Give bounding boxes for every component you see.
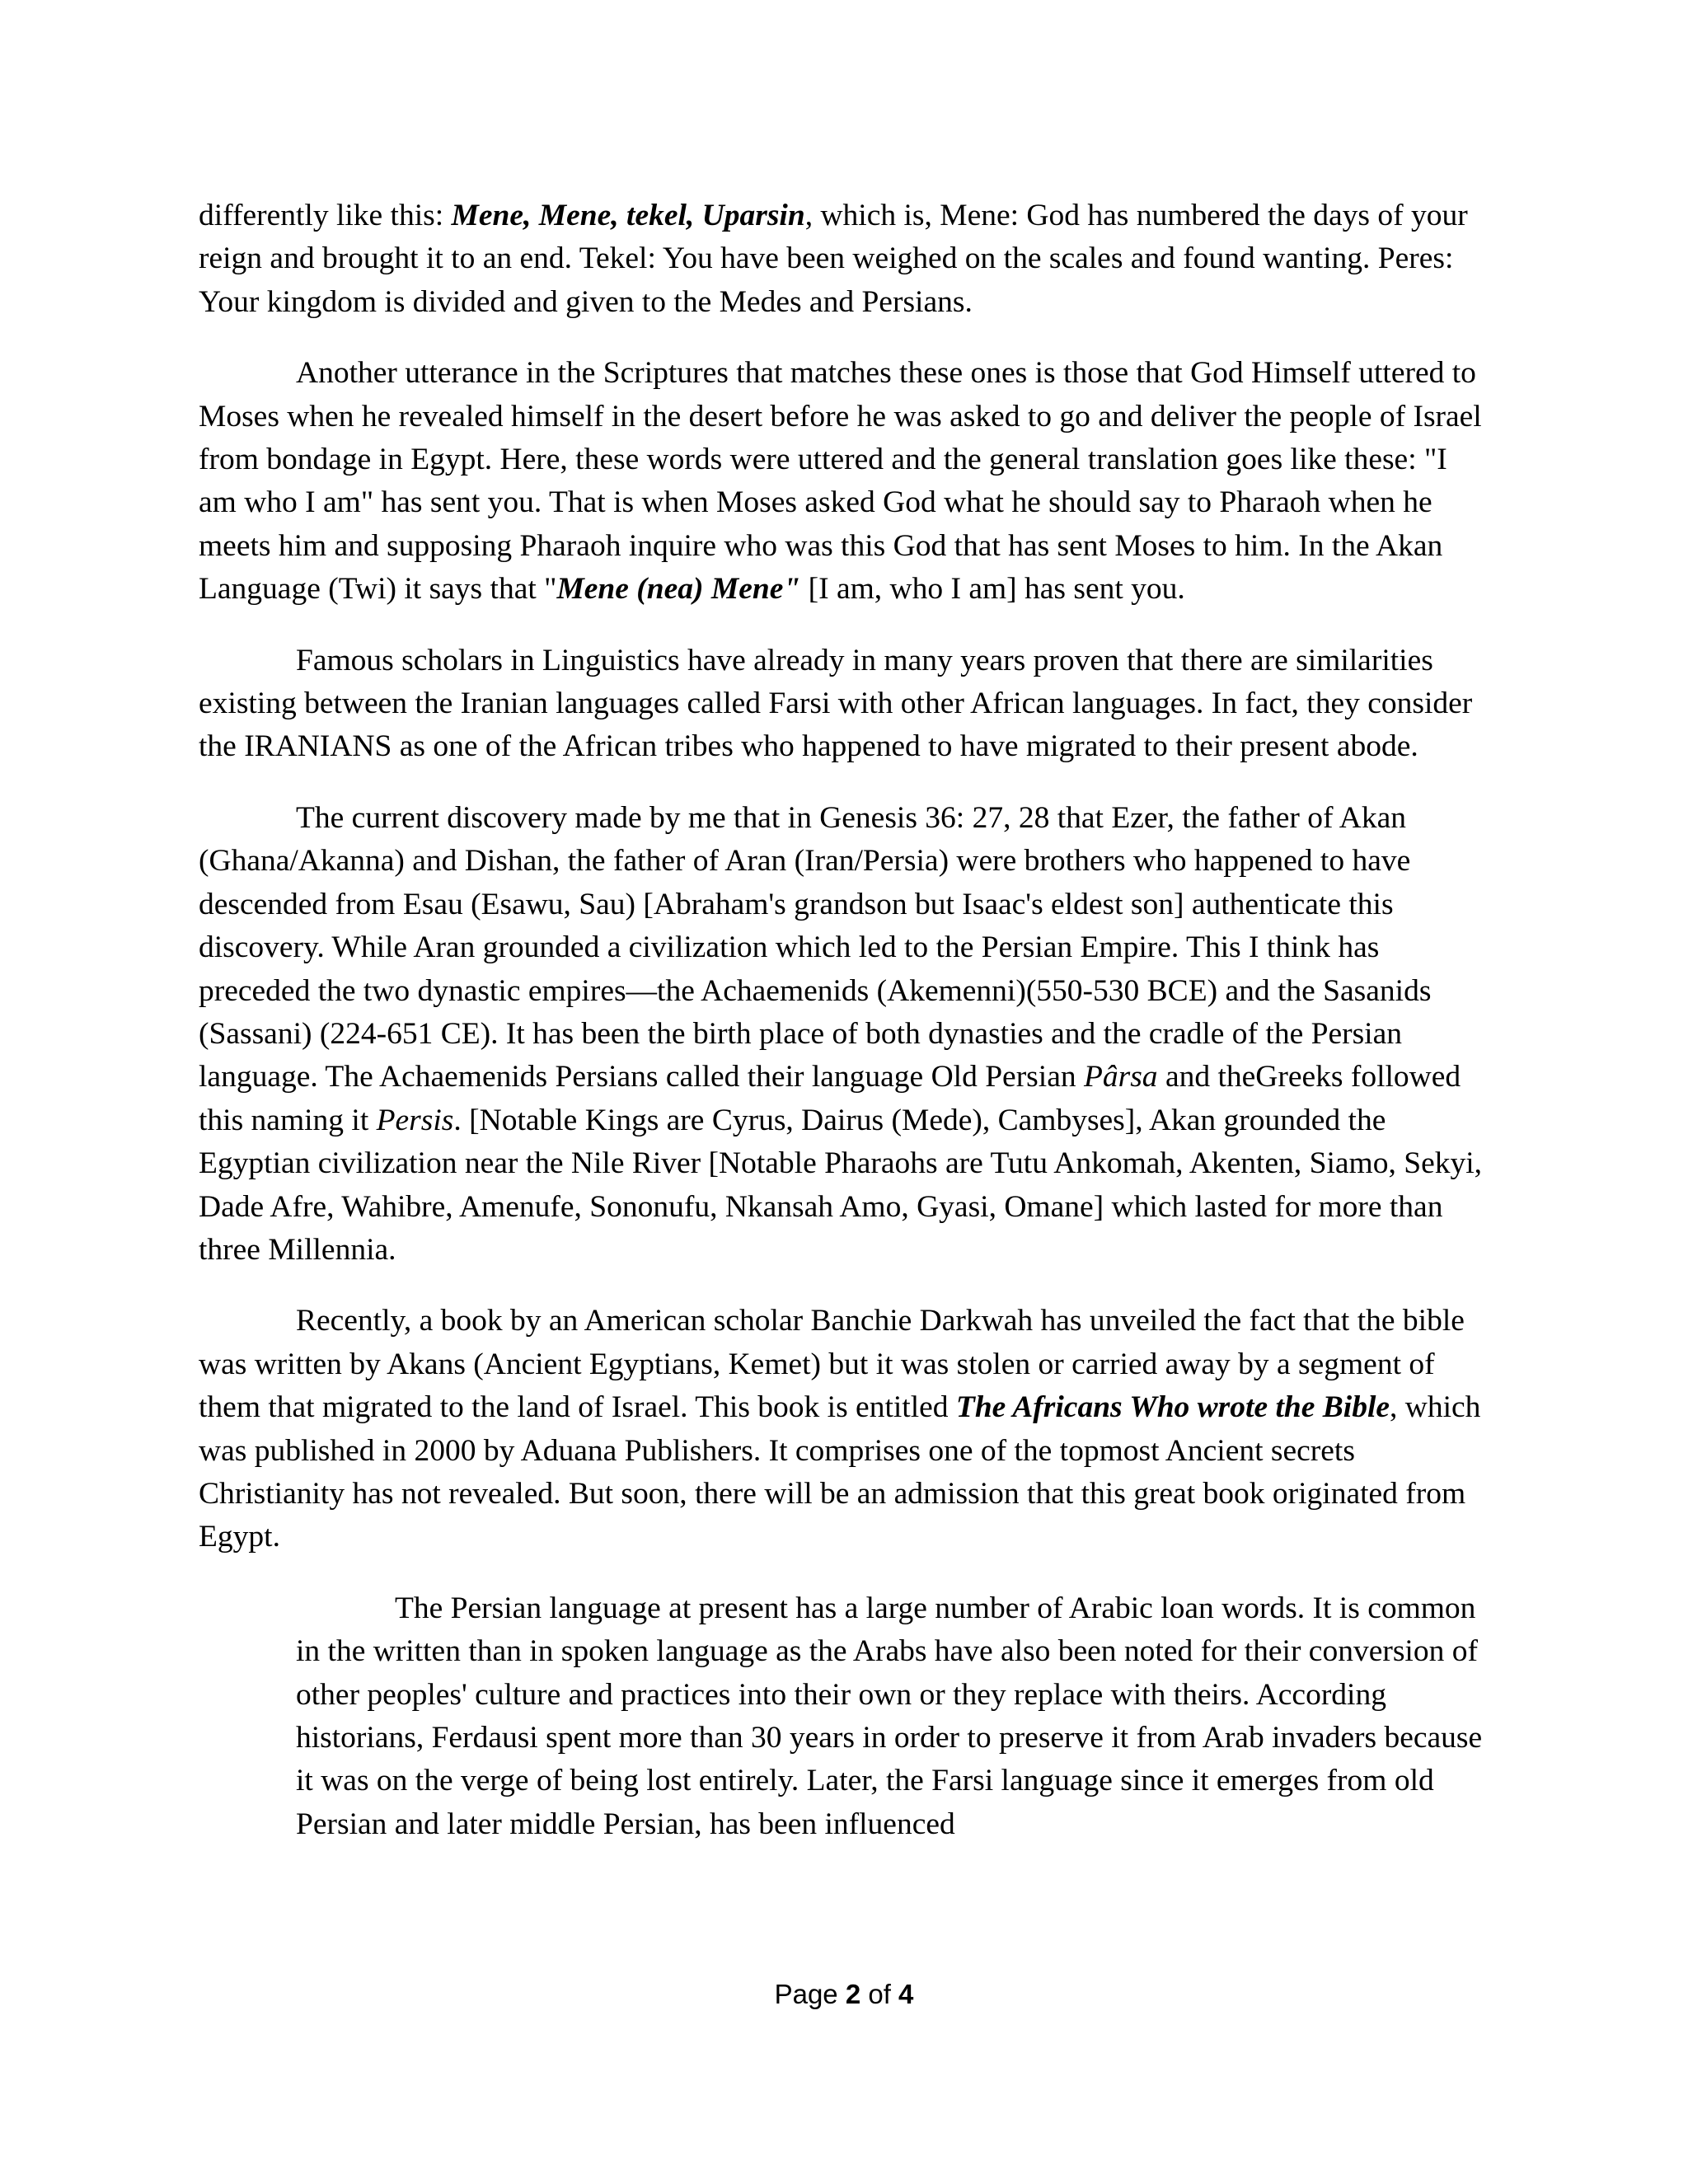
block-quote-paragraph: The Persian language at present has a large number of Arabic loan words. It is common in the written than in spoken language as the Arabs have also been noted for their conversion of other peoples' culture and practices into their own or they replace with theirs. According historians, Ferdausi spent more than 30 years in order to preserve it from Arab invaders because it was on the verge of being lost entirely. Later, the Farsi language since it emerges from old Persian and later middle Persian, has been influenced: [296, 1591, 1483, 1841]
paragraph-1: differently like this: Mene, Mene, tekel, Uparsin, which is, Mene: God has numbered the days of your reign and brought it to an end. Tekel: You have been weighed on the scales and found wanting. Peres: Your kingdom is divided and given to the Medes and Persians.: [199, 199, 1468, 319]
paragraph-2: Another utterance in the Scriptures that matches these ones is those that God Himself uttered to Moses when he revealed himself in the desert before he was asked to go and deliver the people of Israel from bondage in Egypt. Here, these words were uttered and the general translation goes like these: "I am who I am" has sent you. That is when Moses asked God what he should say to Pharaoh when he meets him and supposing Pharaoh inquire who was this God that has sent Moses to him. In the Akan Language (Twi) it says that "Mene (nea) Mene" [I am, who I am] has sent you.: [199, 356, 1482, 607]
emphasis-persis: Persis: [376, 1103, 454, 1137]
book-title: The Africans Who wrote the Bible: [955, 1390, 1390, 1425]
document-body: [199, 194, 1489, 1874]
paragraph-3: Famous scholars in Linguistics have already in many years proven that there are similarities existing between the Iranian languages called Farsi with other African languages. In fact, they consider the IRANIANS as one of the African tribes who happened to have migrated to their present abode.: [199, 643, 1473, 764]
current-page-number: 2: [845, 1979, 861, 2009]
emphasis-mene-tekel: Mene, Mene, tekel, Uparsin: [451, 199, 805, 232]
total-page-count: 4: [898, 1979, 914, 2009]
emphasis-mene-nea-mene: Mene (nea) Mene": [556, 572, 801, 607]
emphasis-parsa: Pârsa: [1083, 1060, 1158, 1094]
page-number-footer: Page 2 of 4: [774, 1979, 914, 2009]
paragraph-4: The current discovery made by me that in Genesis 36: 27, 28 that Ezer, the father of Akan (Ghana/Akanna) and Dishan, the father of Aran (Iran/Persia) were brothers who happened to have descended from Esau (Esawu, Sau) [Abraham's grandson but Isaac's eldest son] authenticate this discovery. While Aran grounded a civilization which led to the Persian Empire. This I think has preceded the two dynastic empires—the Achaemenids (Akemenni)(550-530 BCE) and the Sasanids (Sassani) (224-651 CE). It has been the birth place of both dynasties and the cradle of the Persian language. The Achaemenids Persians called their language Old Persian Pârsa and theGreeks followed this naming it Persis. [Notable Kings are Cyrus, Dairus (Mede), Cambyses], Akan grounded the Egyptian civilization near the Nile River [Notable Pharaohs are Tutu Ankomah, Akenten, Siamo, Sekyi, Dade Afre, Wahibre, Amenufe, Sononufu, Nkansah Amo, Gyasi, Omane] which lasted for more than three Millennia.: [199, 800, 1483, 1267]
paragraph-5: Recently, a book by an American scholar Banchie Darkwah has unveiled the fact that the bible was written by Akans (Ancient Egyptians, Kemet) but it was stolen or carried away by a segment of them that migrated to the land of Israel. This book is entitled The Africans Who wrote the Bible, which was published in 2000 by Aduana Publishers. It comprises one of the topmost Ancient secrets Christianity has not revealed. But soon, there will be an admission that this great book originated from Egypt.: [199, 1304, 1481, 1554]
